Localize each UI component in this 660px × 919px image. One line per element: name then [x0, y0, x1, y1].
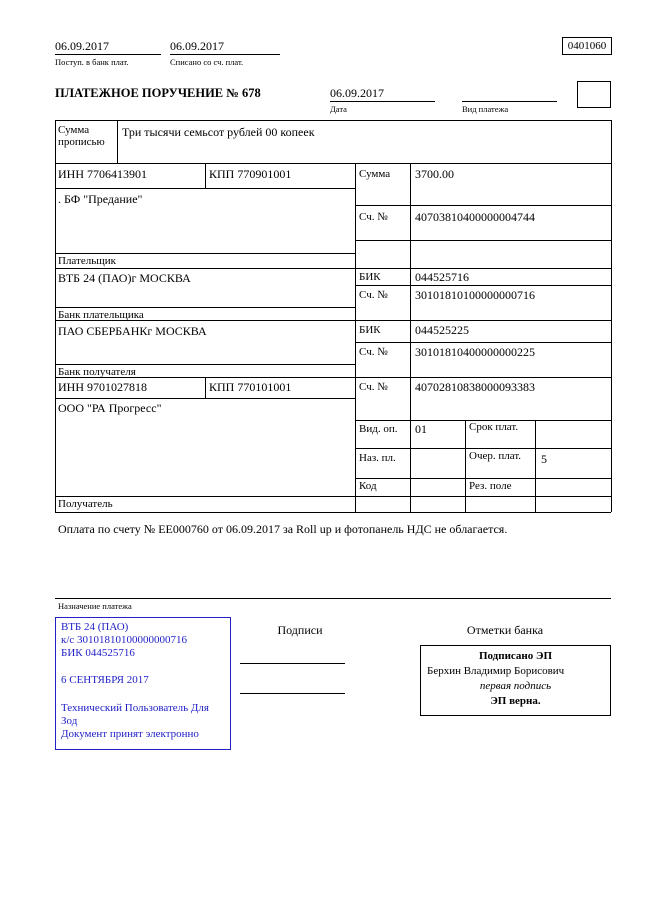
purpose-underline	[55, 598, 611, 599]
grid-hline	[55, 496, 611, 497]
payee-bank-bik-label: БИК	[359, 324, 381, 336]
signature-line-2	[240, 693, 345, 694]
payer-inn: ИНН 7706413901	[58, 167, 147, 181]
document-date-label: Дата	[330, 104, 347, 114]
debited-date: 06.09.2017	[170, 39, 224, 53]
payer-account-label: Сч. №	[359, 211, 388, 223]
payee-bank-bik: 044525225	[415, 323, 469, 337]
purpose-code-label: Наз. пл.	[359, 452, 396, 464]
grid-hline	[55, 268, 611, 269]
grid-vline	[117, 120, 118, 163]
payer-name: . БФ "Предание"	[58, 192, 143, 206]
received-date-underline	[55, 54, 161, 55]
grid-hline	[55, 163, 611, 164]
grid-hline	[55, 398, 355, 399]
esignature-stamp	[420, 645, 611, 716]
esign-title: Подписано ЭП	[478, 650, 553, 662]
document-date: 06.09.2017	[330, 86, 384, 100]
priority-label: Очер. плат.	[469, 450, 522, 462]
stamp-bank-name: ВТБ 24 (ПАО)	[61, 621, 129, 633]
amount-value: 3700.00	[415, 167, 454, 181]
stamp-corr-account: к/с 30101810100000000716	[61, 634, 188, 646]
op-kind-value: 01	[415, 422, 427, 436]
payment-kind-box	[577, 81, 611, 108]
grid-hline	[55, 307, 355, 308]
grid-vline	[205, 163, 206, 188]
payee-kpp: КПП 770101001	[209, 380, 292, 394]
payee-bank-account: 30101810400000000225	[415, 345, 535, 359]
grid-hline	[55, 377, 611, 378]
payee-bank-name: ПАО СБЕРБАНКг МОСКВА	[58, 324, 207, 338]
grid-vline	[55, 120, 56, 512]
payer-kpp: КПП 770901001	[209, 167, 292, 181]
payer-bank-name: ВТБ 24 (ПАО)г МОСКВА	[58, 271, 191, 285]
payer-bank-account: 30101810100000000716	[415, 288, 535, 302]
payee-account: 40702810838000093383	[415, 380, 535, 394]
grid-hline	[55, 120, 611, 121]
payer-bank-account-label: Сч. №	[359, 289, 388, 301]
grid-hline	[355, 240, 611, 241]
payee-inn: ИНН 9701027818	[58, 380, 147, 394]
esign-validity: ЭП верна.	[490, 695, 541, 707]
pay-term-label: Срок плат.	[469, 421, 519, 433]
payer-bank-bik-label: БИК	[359, 271, 381, 283]
payee-bank-section-label: Банк получателя	[58, 366, 136, 378]
bank-acceptance-stamp	[55, 617, 231, 750]
payment-purpose-text: Оплата по счету № ЕЕ000760 от 06.09.2017 за Roll up и фотопанель НДС не облагается.	[58, 522, 508, 536]
document-title: ПЛАТЕЖНОЕ ПОРУЧЕНИЕ № 678	[55, 86, 261, 100]
reserve-field-label: Рез. поле	[469, 480, 512, 492]
priority-value: 5	[541, 452, 547, 466]
payer-account: 40703810400000004744	[415, 210, 535, 224]
amount-words-value: Три тысячи семьсот рублей 00 копеек	[122, 125, 315, 139]
grid-hline	[355, 285, 611, 286]
grid-hline	[55, 512, 611, 513]
payee-section-label: Получатель	[58, 498, 113, 510]
grid-hline	[355, 205, 611, 206]
grid-hline	[55, 253, 355, 254]
payment-kind-label: Вид платежа	[462, 104, 509, 114]
document-date-underline	[330, 101, 435, 102]
payer-section-label: Плательщик	[58, 255, 116, 267]
form-code-box: 0401060	[562, 37, 612, 55]
grid-vline	[355, 163, 356, 512]
received-date-label: Поступ. в банк плат.	[55, 57, 129, 67]
bank-marks-header: Отметки банка	[466, 623, 544, 637]
payee-account-label: Сч. №	[359, 381, 388, 393]
grid-hline	[355, 478, 611, 479]
received-date: 06.09.2017	[55, 39, 109, 53]
amount-words-label: Сумма прописью	[58, 124, 105, 148]
stamp-date: 6 СЕНТЯБРЯ 2017	[61, 674, 149, 686]
payer-bank-bik: 044525716	[415, 270, 469, 284]
payment-kind-underline	[462, 101, 557, 102]
stamp-bik: БИК 044525716	[61, 647, 135, 659]
grid-vline	[611, 120, 612, 512]
stamp-operator: Технический Пользователь Для Зод	[61, 702, 209, 727]
grid-hline	[55, 364, 355, 365]
grid-hline	[55, 188, 355, 189]
op-kind-label: Вид. оп.	[359, 423, 398, 435]
grid-hline	[355, 342, 611, 343]
grid-vline	[465, 420, 466, 512]
grid-vline	[205, 377, 206, 398]
debited-date-underline	[170, 54, 280, 55]
signatures-header: Подписи	[277, 623, 323, 637]
purpose-label: Назначение платежа	[58, 601, 132, 611]
code-label: Код	[359, 480, 377, 492]
esign-kind: первая подпись	[479, 680, 552, 692]
grid-hline	[355, 448, 611, 449]
payee-bank-account-label: Сч. №	[359, 346, 388, 358]
grid-vline	[535, 420, 536, 512]
payee-name: ООО "РА Прогресс"	[58, 401, 162, 415]
amount-label: Сумма	[359, 168, 391, 180]
payer-bank-section-label: Банк плательщика	[58, 309, 144, 321]
debited-date-label: Списано со сч. плат.	[170, 57, 244, 67]
stamp-status: Документ принят электронно	[61, 728, 199, 740]
signature-line-1	[240, 663, 345, 664]
esign-signer: Берхин Владимир Борисович	[427, 665, 565, 677]
grid-vline	[410, 163, 411, 512]
